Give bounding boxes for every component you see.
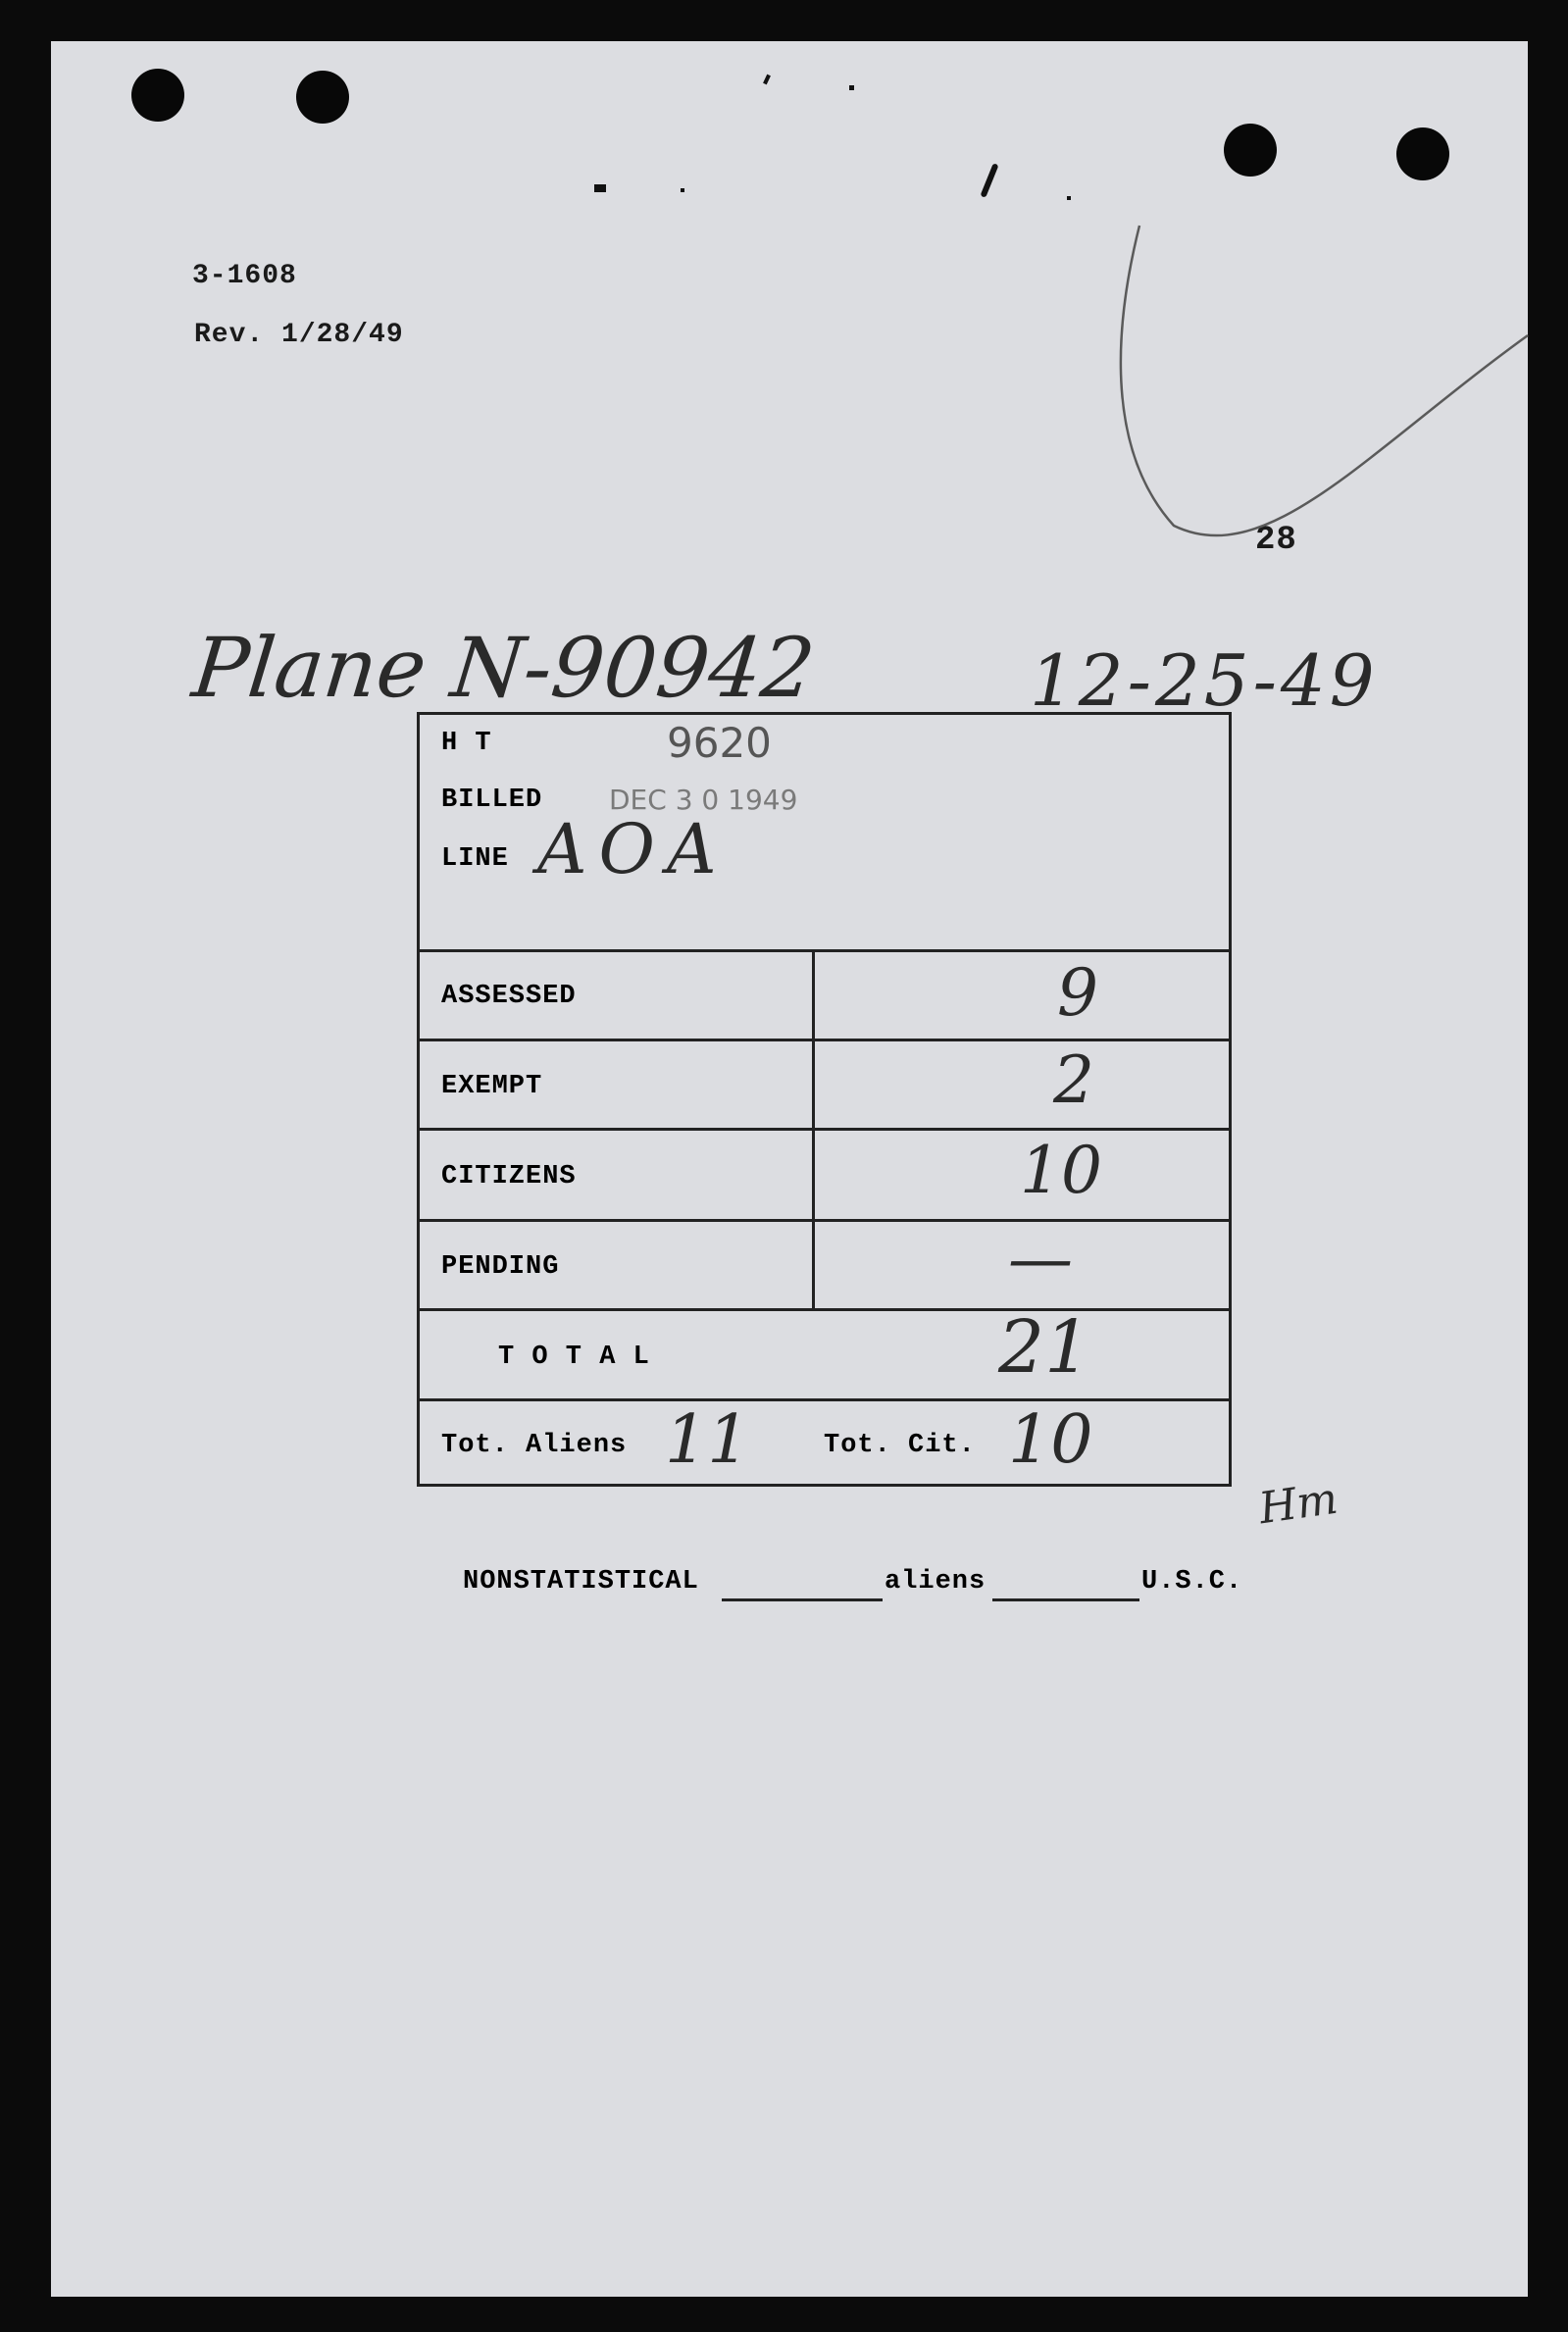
total-value: 21 <box>998 1305 1091 1390</box>
total-citizens-label: Tot. Cit. <box>824 1431 976 1460</box>
citizens-value: 10 <box>1020 1133 1102 1208</box>
plane-number: Plane N-90942 <box>187 620 820 716</box>
line-value: AOA <box>537 809 729 889</box>
total-aliens-value: 11 <box>665 1401 750 1479</box>
aliens-label: aliens <box>885 1567 986 1597</box>
manifest-tally-form <box>417 712 1232 1487</box>
exempt-label: EXEMPT <box>441 1072 543 1101</box>
pending-label: PENDING <box>441 1252 560 1282</box>
usc-label: U.S.C. <box>1141 1567 1243 1597</box>
assessed-value: 9 <box>1057 955 1098 1031</box>
revision-date: Rev. 1/28/49 <box>194 320 404 350</box>
total-label: T O T A L <box>498 1343 650 1372</box>
initials-signature: Hm <box>1255 1473 1341 1535</box>
billed-date-stamp: DEC 3 0 1949 <box>609 784 798 816</box>
handwritten-date: 12-25-49 <box>1030 639 1379 722</box>
ht-number-stamp: 9620 <box>667 719 772 767</box>
form-number: 3-1608 <box>192 261 297 291</box>
assessed-label: ASSESSED <box>441 982 577 1011</box>
citizens-label: CITIZENS <box>441 1162 577 1191</box>
nonstatistical-blank-line <box>722 1598 883 1601</box>
total-aliens-label: Tot. Aliens <box>441 1431 628 1460</box>
billed-label: BILLED <box>441 786 543 815</box>
pending-value: — <box>1008 1221 1073 1296</box>
total-citizens-value: 10 <box>1008 1401 1093 1479</box>
nonstatistical-label: NONSTATISTICAL <box>463 1567 699 1597</box>
page-number: 28 <box>1255 522 1297 559</box>
exempt-value: 2 <box>1053 1042 1094 1118</box>
aliens-blank-line <box>992 1598 1139 1601</box>
ht-label: H T <box>441 729 492 758</box>
line-label: LINE <box>441 844 509 874</box>
